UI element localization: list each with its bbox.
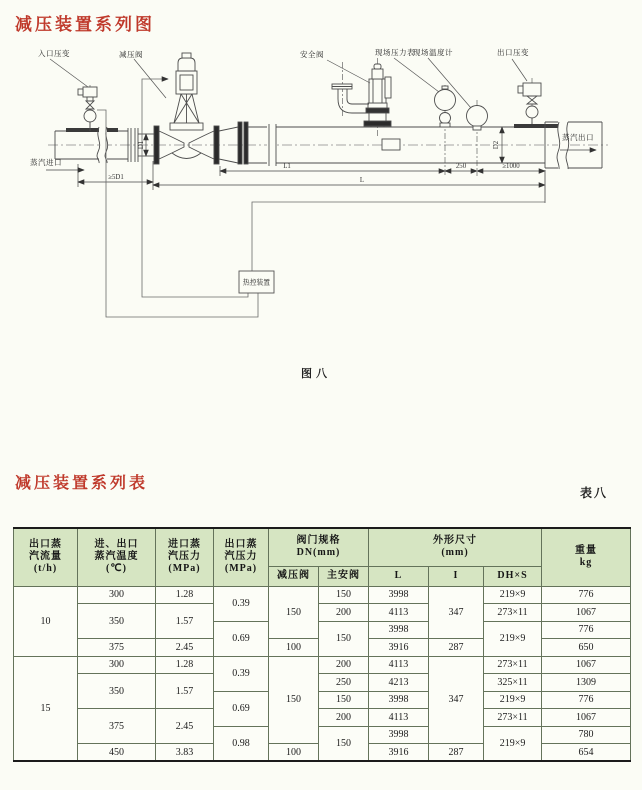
inlet-pressure-transmitter-label: 入口压变 [38, 49, 70, 58]
table-cell: 4113 [369, 709, 429, 727]
table-cell: 1.28 [156, 656, 214, 674]
table-cell: 1.28 [156, 586, 214, 604]
table-cell: 3998 [369, 621, 429, 639]
table-cell: 2.45 [156, 709, 214, 744]
table-cell: 1.57 [156, 604, 214, 639]
table-cell: 200 [319, 709, 369, 727]
thermal-control-box [239, 271, 274, 293]
header-cell: 重量 kg [542, 528, 631, 586]
header-cell: 进、出口 蒸汽温度 (℃) [78, 528, 156, 586]
table-cell: 250 [319, 674, 369, 692]
table-cell: 1067 [542, 656, 631, 674]
dim-l1: L1 [283, 163, 291, 170]
table-cell: 300 [78, 656, 156, 674]
thermometer-label: 现场温度计 [413, 48, 453, 57]
steam-inlet-label: 蒸汽进口 [30, 158, 62, 167]
outlet-pressure-transmitter [518, 78, 541, 128]
table-cell: 350 [78, 674, 156, 709]
safety-valve-label: 安全阀 [300, 50, 324, 59]
dim-1000: ≥1000 [502, 163, 520, 170]
outlet-pressure-transmitter-label: 出口压变 [497, 48, 529, 57]
table-cell: 4213 [369, 674, 429, 692]
header-cell: DH×S [484, 566, 542, 586]
header-cell: 外形尺寸 (mm) [369, 528, 542, 566]
table-row [14, 674, 631, 692]
table-cell: 200 [319, 604, 369, 622]
reducing-valve-label: 减压阀 [119, 50, 143, 59]
table-row [14, 528, 631, 566]
table-cell: 15 [14, 656, 78, 761]
table-cell: 776 [542, 586, 631, 604]
spec-table [13, 527, 631, 762]
table-cell: 273×11 [484, 604, 542, 622]
table-tag: 表八 [579, 486, 608, 500]
safety-valve [332, 58, 391, 136]
table-cell: 780 [542, 726, 631, 744]
table-cell: 100 [269, 744, 319, 762]
pressure-gauge-label: 现场压力表 [375, 48, 415, 57]
table-cell: 654 [542, 744, 631, 762]
header-cell: 减压阀 [269, 566, 319, 586]
table-cell: 150 [319, 586, 369, 604]
table-cell: 375 [78, 639, 156, 657]
table-cell: 4113 [369, 604, 429, 622]
table-cell: 1067 [542, 709, 631, 727]
dim-l: L [359, 177, 365, 184]
table-cell: 200 [319, 656, 369, 674]
table-cell: 325×11 [484, 674, 542, 692]
table-cell: 3916 [369, 639, 429, 657]
header-cell: L [369, 566, 429, 586]
table-cell: 0.39 [214, 586, 269, 621]
thermal-control-label: 热控装置 [242, 279, 271, 287]
header-cell: 出口蒸 汽压力 (MPa) [214, 528, 269, 586]
table-row [14, 656, 631, 674]
table-row [14, 709, 631, 727]
table-cell: 1.57 [156, 674, 214, 709]
table-cell: 3998 [369, 691, 429, 709]
header-cell: 出口蒸 汽流量 (t/h) [14, 528, 78, 586]
table-cell: 350 [78, 604, 156, 639]
table-cell: 450 [78, 744, 156, 762]
table-cell: 0.39 [214, 656, 269, 691]
field-pressure-gauge [435, 85, 456, 176]
table-cell: 0.69 [214, 691, 269, 726]
table-cell: 10 [14, 586, 78, 656]
header-cell: 进口蒸 汽压力 (MPa) [156, 528, 214, 586]
figure-caption: 图八 [301, 368, 331, 380]
table-cell: 3998 [369, 726, 429, 744]
table-cell: 150 [319, 726, 369, 761]
table-cell: 150 [319, 691, 369, 709]
table-cell: 219×9 [484, 726, 542, 761]
reducing-valve [154, 53, 219, 164]
spec-table-body [14, 586, 631, 761]
inlet-pressure-transmitter [78, 85, 97, 131]
table-cell: 347 [429, 656, 484, 744]
field-thermometer [467, 100, 488, 176]
table-cell: 219×9 [484, 586, 542, 604]
dim-d2: D2 [493, 140, 500, 150]
table-cell: 776 [542, 621, 631, 639]
steam-outlet-label: 蒸汽出口 [562, 133, 594, 142]
table-cell: 273×11 [484, 656, 542, 674]
table-cell: 287 [429, 639, 484, 657]
table-row [14, 586, 631, 604]
table-cell: 287 [429, 744, 484, 762]
table-cell: 3998 [369, 586, 429, 604]
table-cell: 219×9 [484, 621, 542, 656]
table-cell: 776 [542, 691, 631, 709]
table-cell: 347 [429, 586, 484, 639]
table-cell: 375 [78, 709, 156, 744]
table-cell: 3916 [369, 744, 429, 762]
table-cell: 0.98 [214, 726, 269, 761]
header-cell: 主安阀 [319, 566, 369, 586]
table-row [14, 604, 631, 622]
table-cell: 273×11 [484, 709, 542, 727]
diagram-section-title: 减压装置系列图 [15, 15, 155, 34]
header-cell: 阀门规格 DN(mm) [269, 528, 369, 566]
table-cell: 650 [542, 639, 631, 657]
table-cell: 2.45 [156, 639, 214, 657]
table-cell: 3.83 [156, 744, 214, 762]
dim-d1: D1 [138, 140, 145, 150]
table-cell: 150 [319, 621, 369, 656]
table-cell: 150 [269, 656, 319, 744]
table-cell: 4113 [369, 656, 429, 674]
header-cell: I [429, 566, 484, 586]
dim-250: 250 [455, 163, 467, 170]
table-section-title: 减压装置系列表 [15, 475, 149, 492]
table-cell: 1309 [542, 674, 631, 692]
table-cell: 219×9 [484, 691, 542, 709]
table-cell: 0.69 [214, 621, 269, 656]
table-cell: 150 [269, 586, 319, 639]
spec-table-header [14, 528, 631, 586]
table-cell: 1067 [542, 604, 631, 622]
dim-5d1: ≥5D1 [108, 174, 124, 181]
table-cell: 300 [78, 586, 156, 604]
table-cell: 100 [269, 639, 319, 657]
